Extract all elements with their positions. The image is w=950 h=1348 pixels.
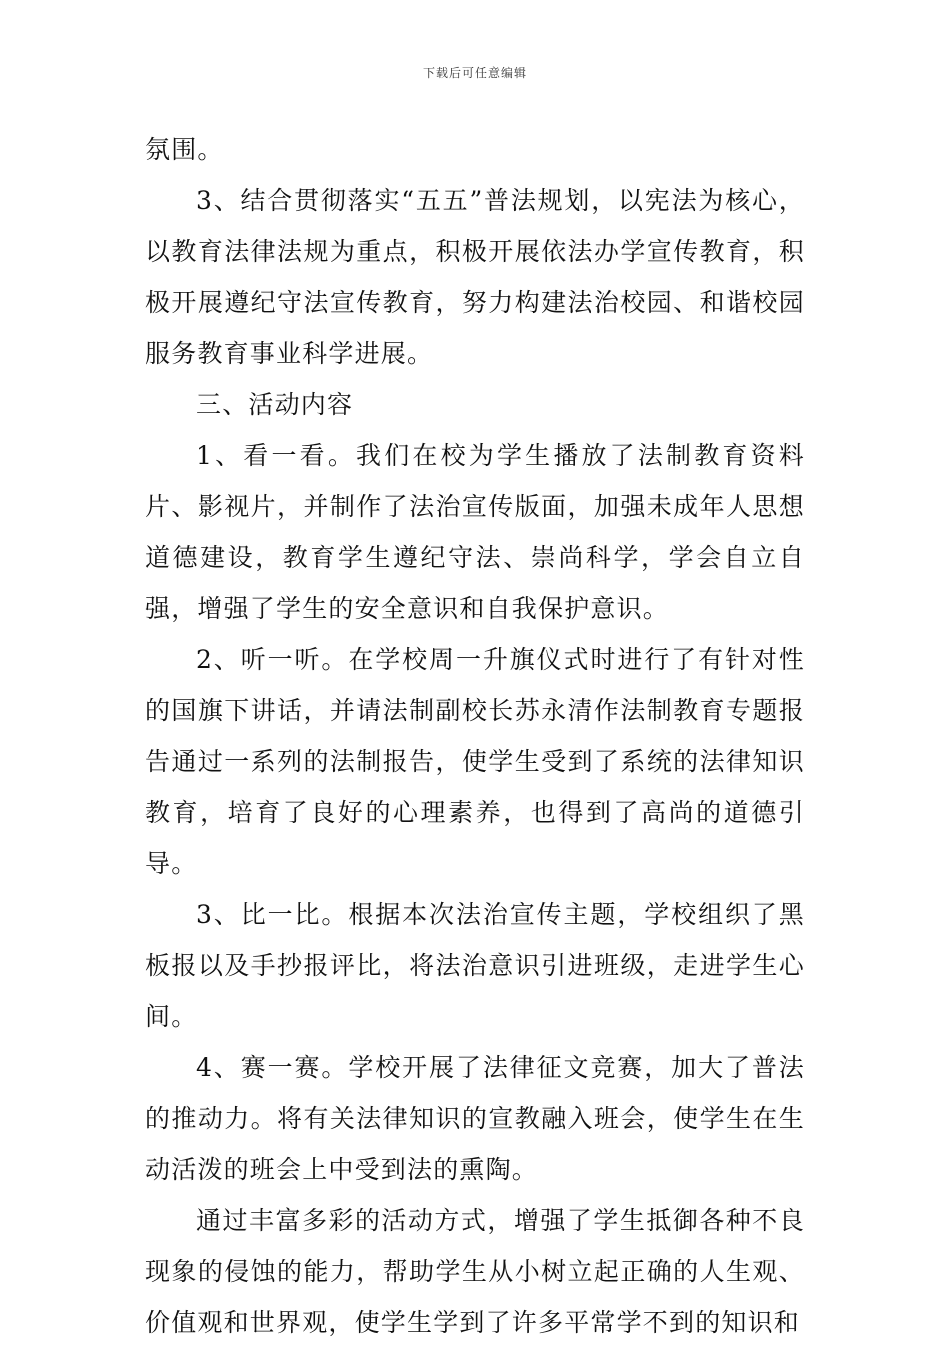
paragraph-item-3-plan: 3、结合贯彻落实“五五”普法规划，以宪法为核心，以教育法律法规为重点，积极开展依法办学宣传教育，积极开展遵纪守法宣传教育，努力构建法治校园、和谐校园服务教育事业科学进展。 [145,186,805,368]
document-body [145,124,805,1348]
paragraph-compete: 4、赛一赛。学校开展了法律征文竞赛，加大了普法的推动力。将有关法律知识的宣教融入班会，使学生在生动活泼的班会上中受到法的熏陶。 [145,1053,805,1184]
paragraph-watch: 1、看一看。我们在校为学生播放了法制教育资料片、影视片，并制作了法治宣传版面，加强未成年人思想道德建设，教育学生遵纪守法、崇尚科学，学会自立自强，增强了学生的安全意识和自我保护意识。 [145,441,805,623]
paragraph-compare: 3、比一比。根据本次法治宣传主题，学校组织了黑板报以及手抄报评比，将法治意识引进班级，走进学生心间。 [145,900,805,1031]
paragraph-listen: 2、听一听。在学校周一升旗仪式时进行了有针对性的国旗下讲话，并请法制副校长苏永清作法制教育专题报告通过一系列的法制报告，使学生受到了系统的法律知识教育，培育了良好的心理素养，也得到了高尚的道德引导。 [145,645,805,878]
section-heading-activity-content: 三、活动内容 [196,390,354,419]
paragraph-summary: 通过丰富多彩的活动方式，增强了学生抵御各种不良现象的侵蚀的能力，帮助学生从小树立起正确的人生观、价值观和世界观，使学生学到了许多平常学不到的知识和 [145,1206,805,1337]
page-header-note: 下载后可任意编辑 [422,66,527,80]
paragraph-continuation: 氛围。 [145,135,224,164]
